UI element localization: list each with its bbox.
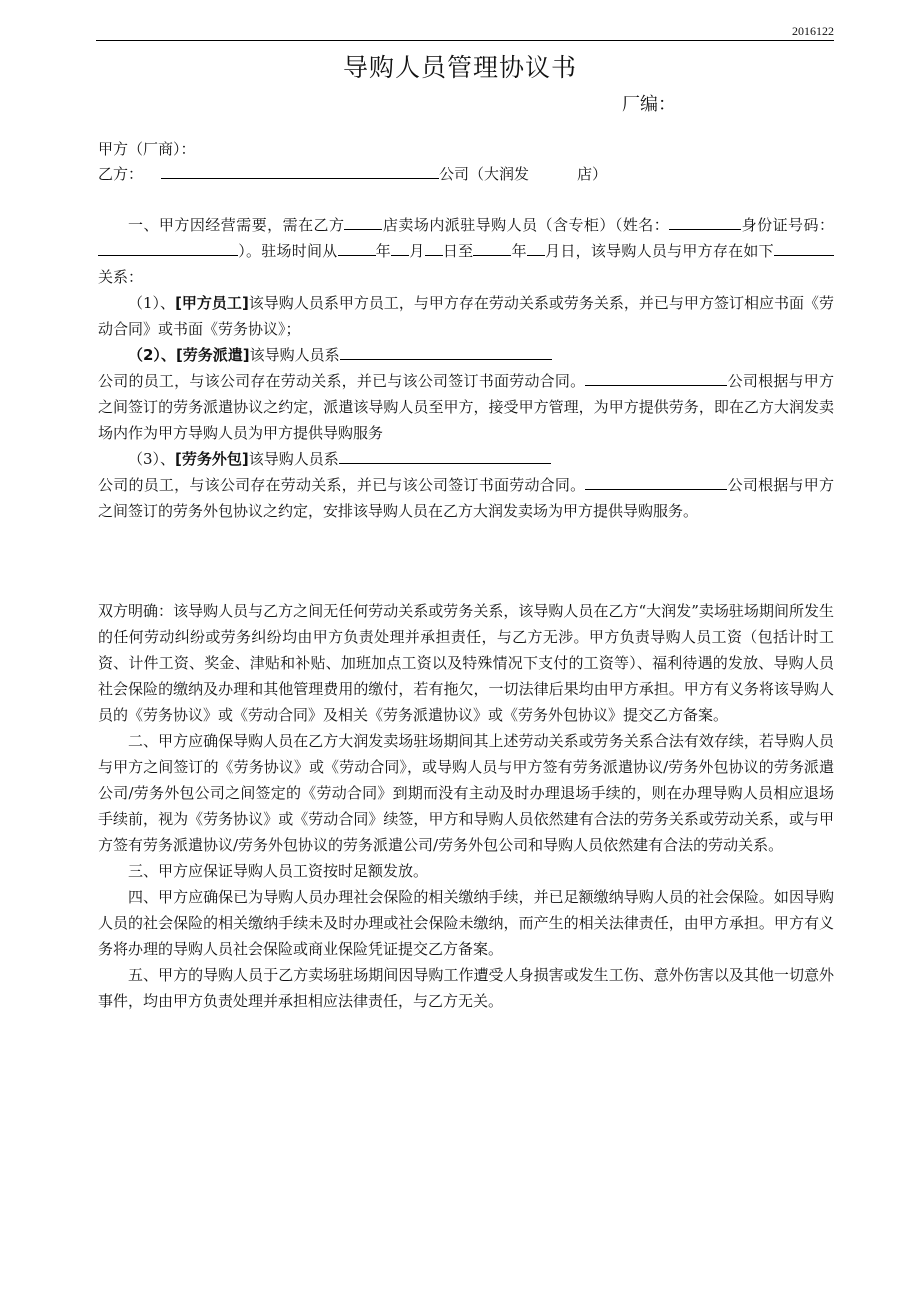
clause-4: 四、甲方应确保已为导购人员办理社会保险的相关缴纳手续，并已足额缴纳导购人员的社会保险。如因导购人员的社会保险的相关缴纳手续未及时办理或社会保险未缴纳，而产生的相关法律责任，由甲方承担。甲方有义务将办理的导购人员社会保险或商业保险凭证提交乙方备案。 <box>98 888 834 958</box>
factory-number-label: 厂编： <box>622 94 676 115</box>
option-3-tag: [劳务外包] <box>175 450 249 468</box>
clause-1 <box>98 212 834 524</box>
clause-1-text: 一、甲方因经营需要，需在乙方 店卖场内派驻导购人员（含专柜）（姓名： 身份证号码：）。驻场时间从 年 月 日至 年 月日，该导购人员与甲方存在如下关系： <box>98 212 834 290</box>
party-a-line <box>98 138 196 159</box>
option-3: （3）、[劳务外包]该导购人员系 公司的员工，与该公司存在劳动关系，并已与该公司签订书面劳动合同。 公司根据与甲方之间签订的劳务外包协议之约定，安排该导购人员在乙方大润发卖场为甲方提供导购服务。 <box>98 446 834 524</box>
header-rule <box>96 40 834 41</box>
document-title: 导购人员管理协议书 <box>342 53 577 82</box>
party-a-label: 甲方（厂商）： <box>98 140 196 158</box>
party-b-blank <box>161 162 439 179</box>
party-b-company: 公司（大润发 <box>439 164 530 183</box>
clause-5: 五、甲方的导购人员于乙方卖场驻场期间因导购工作遭受人身损害或发生工伤、意外伤害以及其他一切意外事件，均由甲方负责处理并承担相应法律责任，与乙方无关。 <box>98 966 834 1010</box>
clause-3: 三、甲方应保证导购人员工资按时足额发放。 <box>128 862 429 880</box>
clause-2: 二、甲方应确保导购人员在乙方大润发卖场驻场期间其上述劳动关系或劳务关系合法有效存续，若导购人员与甲方之间签订的《劳务协议》或《劳动合同》，或导购人员与甲方签有劳务派遣协议/劳务外包协议的劳务派遣公司/劳务外包公司之间签定的《劳动合同》到期而没有主动及时办理退场手续的，则在办理导购人员相应退场手续前，视为《劳务协议》或《劳动合同》续签，甲方和导购人员依然建有合法的劳务关系或劳动关系，或与甲方签有劳务派遣协议/劳务外包协议的劳务派遣公司/劳务外包公司和导购人员依然建有合法的劳动关系。 <box>98 732 834 854</box>
option-2: （2）、[劳务派遣]该导购人员系 公司的员工，与该公司存在劳动关系，并已与该公司签订书面劳动合同。 公司根据与甲方之间签订的劳务派遣协议之约定，派遣该导购人员至甲方，接受甲方管理，为甲方提供劳务，即在乙方大润发卖场内作为甲方导购人员为甲方提供导购服务 <box>98 342 834 446</box>
document-number: 2016122 <box>792 24 834 38</box>
party-b-line <box>98 162 607 184</box>
option-1-tag: [甲方员工] <box>175 294 249 312</box>
option-1: （1）、[甲方员工]该导购人员系甲方员工，与甲方存在劳动关系或劳务关系，并已与甲方签订相应书面《劳动合同》或书面《劳务协议》； <box>98 294 834 338</box>
party-b-store: 店） <box>577 164 608 183</box>
clauses <box>98 598 834 1014</box>
both-parties-clause: 双方明确：该导购人员与乙方之间无任何劳动关系或劳务关系，该导购人员在乙方“大润发”卖场驻场期间所发生的任何劳动纠纷或劳务纠纷均由甲方负责处理并承担责任，与乙方无涉。甲方负责导购人员工资（包括计时工资、计件工资、奖金、津贴和补贴、加班加点工资以及特殊情况下支付的工资等）、福利待遇的发放、导购人员社会保险的缴纳及办理和其他管理费用的缴付，若有拖欠，一切法律后果均由甲方承担。甲方有义务将该导购人员的《劳务协议》或《劳动合同》及相关《劳务派遣协议》或《劳务外包协议》提交乙方备案。 <box>98 602 834 724</box>
party-b-label: 乙方： <box>98 164 144 183</box>
option-2-tag: [劳务派遣] <box>175 346 250 364</box>
